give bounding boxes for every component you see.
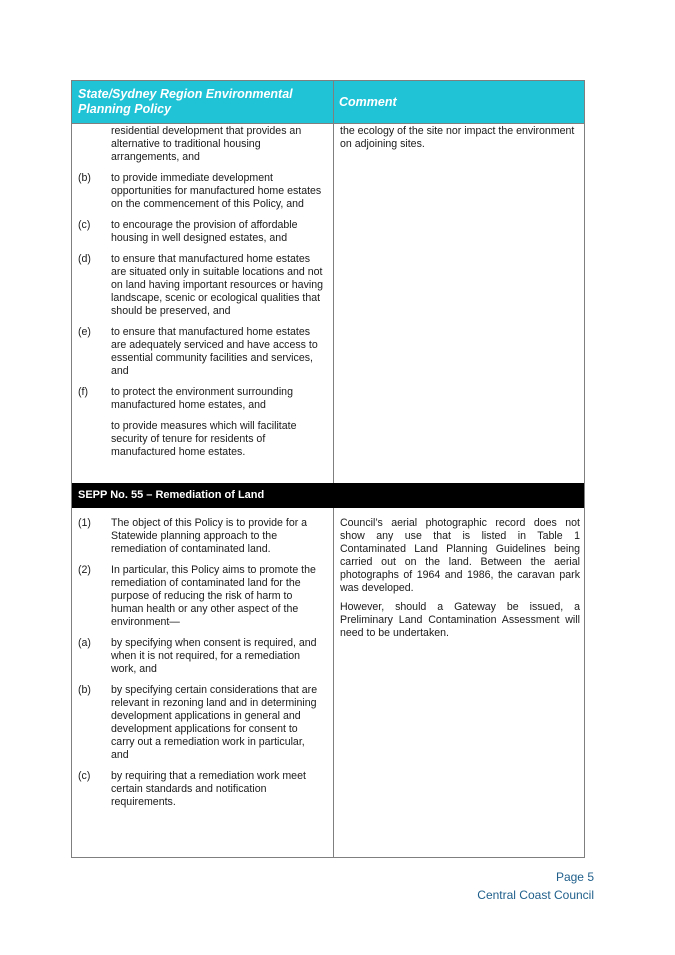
- item-text: to ensure that manufactured home estates are situated only in suitable locations and not on land having important resources or having landscape, scenic or ecological qualities that should be preserved, and: [111, 253, 323, 317]
- item-text: In particular, this Policy aims to promote the remediation of contaminated land for the purpose of reducing the risk of harm to human health or any other aspect of the environment—: [111, 564, 316, 628]
- item-label: (b): [78, 684, 91, 696]
- header-comment: Comment: [339, 95, 397, 109]
- item-text: The object of this Policy is to provide for a Statewide planning approach to the remediation of contaminated land.: [111, 517, 308, 555]
- item-label: (2): [78, 564, 91, 576]
- header-policy: State/Sydney Region Environmental Planning Policy: [78, 87, 293, 116]
- column-divider: [333, 81, 334, 124]
- item-text: to provide immediate development opportunities for manufactured home estates on the commencement of this Policy, and: [111, 172, 322, 210]
- block1-items: [72, 125, 333, 467]
- list-item: [72, 564, 333, 629]
- list-item: [72, 125, 333, 164]
- list-item: [72, 420, 333, 459]
- item-label: (b): [78, 172, 91, 184]
- item-text: to encourage the provision of affordable housing in well designed estates, and: [111, 219, 298, 244]
- item-label: (c): [78, 219, 91, 231]
- list-item: [72, 770, 333, 809]
- item-text: by specifying when consent is required, and when it is not required, for a remediation work, and: [111, 637, 317, 675]
- column-divider: [333, 124, 334, 483]
- list-item: [72, 517, 333, 556]
- item-label: (f): [78, 386, 88, 398]
- item-label: (1): [78, 517, 91, 529]
- item-text: by specifying certain considerations that are relevant in rezoning land and in determining development applications in general and development applications for consent to carry out a remediation work in particular, and: [111, 684, 318, 761]
- block2-comment: [340, 517, 580, 646]
- item-label: (d): [78, 253, 91, 265]
- item-text: to ensure that manufactured home estates are adequately serviced and have access to essential community facilities and services, and: [111, 326, 318, 377]
- organisation-name: Central Coast Council: [477, 888, 594, 902]
- list-item: [72, 684, 333, 762]
- table-header: [72, 81, 584, 124]
- comment-paragraph: the ecology of the site nor impact the environment on adjoining sites.: [340, 125, 575, 150]
- page-number: Page 5: [555, 870, 594, 884]
- list-item: [72, 172, 333, 211]
- list-item: [72, 326, 333, 378]
- list-item: [72, 253, 333, 318]
- column-divider: [333, 508, 334, 858]
- item-text: to protect the environment surrounding manufactured home estates, and: [111, 386, 293, 411]
- item-text: residential development that provides an alternative to traditional housing arrangements, and: [111, 125, 302, 163]
- item-label: (a): [78, 637, 91, 649]
- item-label: (c): [78, 770, 91, 782]
- block2-items: [72, 517, 333, 817]
- item-text: by requiring that a remediation work meet certain standards and notification requirements.: [111, 770, 306, 808]
- item-text: to provide measures which will facilitate security of tenure for residents of manufactured home estates.: [111, 420, 297, 458]
- list-item: [72, 386, 333, 412]
- comment-paragraph: However, should a Gateway be issued, a Preliminary Land Contamination Assessment will need to be undertaken.: [340, 601, 580, 639]
- comment-paragraph: Council’s aerial photographic record does not show any use that is listed in Table 1 Contaminated Land Planning Guidelines being carried out on the land. Between the aerial photographs of 1964 and 1986, the caravan park was developed.: [340, 517, 580, 594]
- list-item: [72, 637, 333, 676]
- block1-comment: [340, 125, 580, 157]
- item-label: (e): [78, 326, 91, 338]
- list-item: [72, 219, 333, 245]
- policy-table: [71, 80, 585, 858]
- section-title: SEPP No. 55 – Remediation of Land: [72, 483, 584, 508]
